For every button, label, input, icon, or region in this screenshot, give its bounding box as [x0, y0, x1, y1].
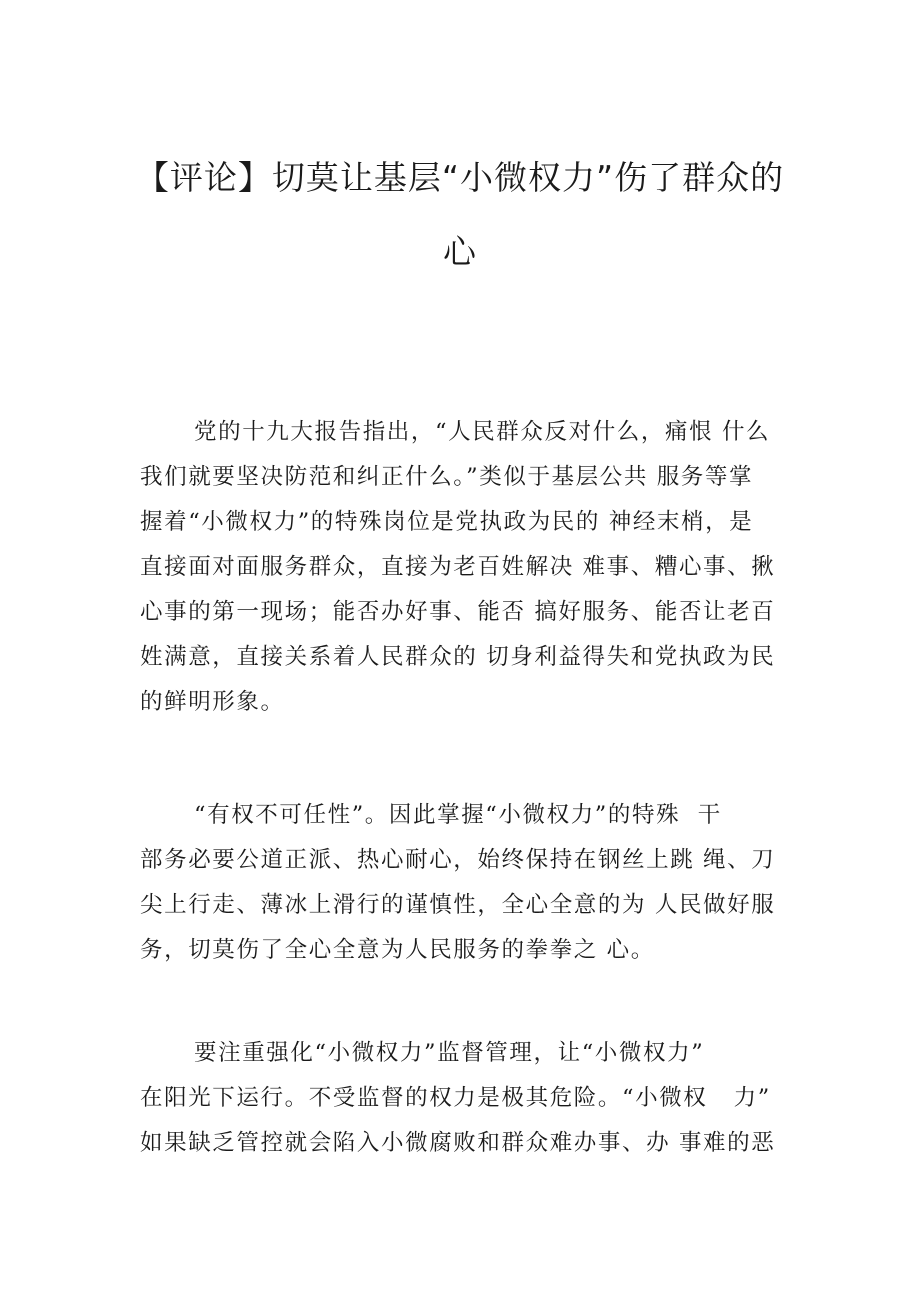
paragraph-1-line-2: 我们就要坚决防范和纠正什么。”类似于基层公共 服务等掌 — [140, 464, 754, 490]
paragraph-1-line-3: 握着“小微权力”的特殊岗位是党执政为民的 神经末梢，是 — [140, 509, 754, 535]
paragraph-1-line-1: 党的十九大报告指出，“人民群众反对什么，痛恨 什么 — [194, 419, 771, 445]
paragraph-2-line-4: 务，切莫伤了全心全意为人民服务的拳拳之 心。 — [140, 937, 655, 963]
paragraph-3-line-2: 在阳光下运行。不受监督的权力是极其危险。“小微权 力” — [140, 1085, 771, 1111]
paragraph-2-line-1: “有权不可任性”。因此掌握“小微权力”的特殊 干 — [194, 802, 722, 828]
document-title-line-2: 心 — [443, 232, 477, 271]
paragraph-1-line-4: 直接面对面服务群众，直接为老百姓解决 难事、糟心事、揪 — [140, 554, 776, 580]
paragraph-1-line-5: 心事的第一现场；能否办好事、能否 搞好服务、能否让老百 — [140, 599, 776, 625]
paragraph-1-line-6: 姓满意，直接关系着人民群众的 切身利益得失和党执政为民 — [140, 644, 776, 670]
paragraph-2-line-2: 部务必要公道正派、热心耐心，始终保持在钢丝上跳 绳、刀 — [140, 847, 776, 873]
paragraph-2-line-3: 尖上行走、薄冰上滑行的谨慎性，全心全意的为 人民做好服 — [140, 892, 776, 918]
paragraph-3-line-3: 如果缺乏管控就会陷入小微腐败和群众难办事、办 事难的恶 — [140, 1130, 776, 1156]
paragraph-3-line-1: 要注重强化“小微权力”监督管理，让“小微权力” — [194, 1040, 705, 1066]
paragraph-1-line-7: 的鲜明形象。 — [140, 689, 285, 715]
document-title-line-1: 【评论】切莫让基层“小微权力”伤了群众的 — [135, 158, 785, 197]
